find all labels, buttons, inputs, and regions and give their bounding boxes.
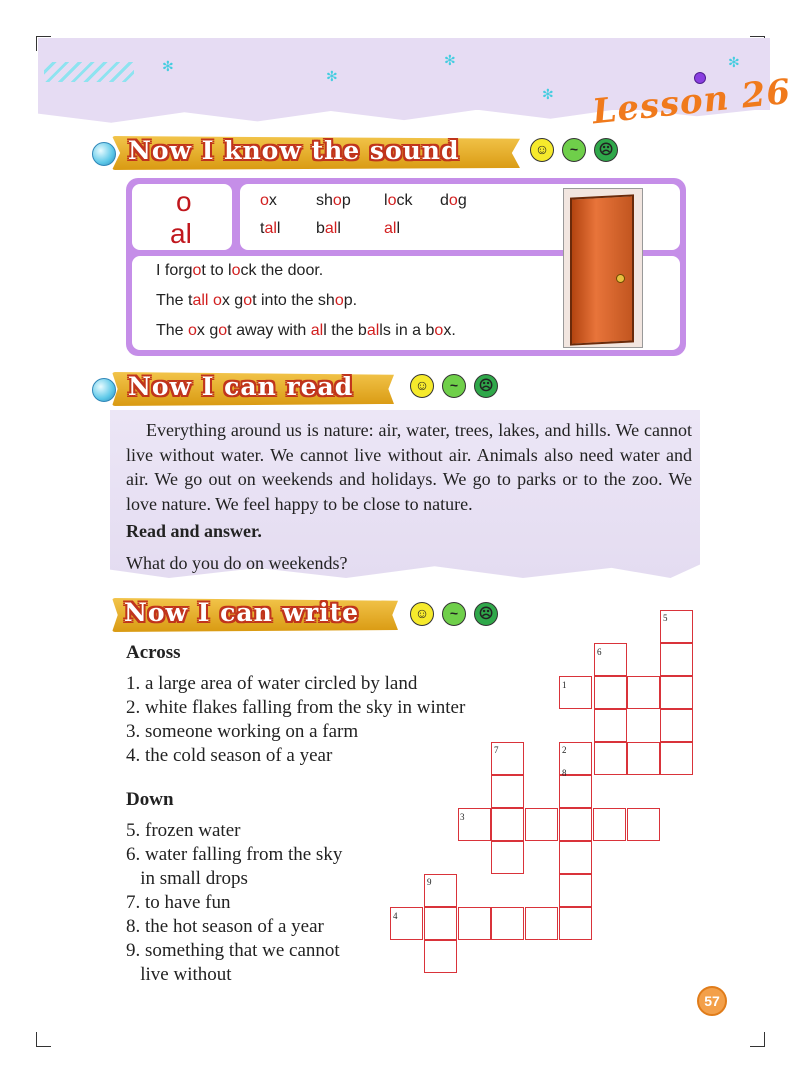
crossword-cell[interactable] — [525, 808, 558, 841]
read-and-answer-title: Read and answer. — [126, 521, 262, 541]
crossword-cell[interactable] — [525, 907, 558, 940]
crossword-number: 4 — [393, 911, 398, 921]
snowflake-icon: ✻ — [542, 86, 554, 102]
crossword-number: 9 — [427, 877, 432, 887]
sad-face-icon[interactable]: ☹ — [474, 374, 498, 398]
crossword-cell[interactable] — [594, 709, 627, 742]
crossword-cell[interactable] — [559, 808, 592, 841]
crossword-cell[interactable] — [491, 907, 524, 940]
sound-sentence: The tall ox got into the shop. — [156, 292, 358, 309]
down-heading: Down — [126, 789, 174, 810]
crossword-cell[interactable] — [594, 742, 627, 775]
crossword-number: 8 — [562, 768, 567, 778]
crossword-cell[interactable] — [559, 907, 592, 940]
snowflake-icon: ✻ — [728, 54, 740, 70]
lesson-number: 26 — [739, 71, 793, 117]
crossword-number: 2 — [562, 745, 567, 755]
crossword-cell[interactable] — [491, 841, 524, 874]
sound-word: ox — [260, 192, 277, 209]
down-clue-6-cont: in small drops — [126, 868, 248, 889]
sad-face-icon[interactable]: ☹ — [474, 602, 498, 626]
letter-o: o — [176, 186, 192, 217]
lightbulb-icon — [92, 142, 116, 166]
section-title-read: Now I can read — [128, 372, 354, 401]
reading-question: What do you do on weekends? — [126, 553, 348, 573]
crossword-cell[interactable] — [593, 808, 626, 841]
crossword-cell[interactable] — [424, 907, 457, 940]
sound-word: all — [384, 220, 401, 237]
crossword-cell[interactable] — [424, 940, 457, 973]
crossword-number: 1 — [562, 680, 567, 690]
lightbulb-icon — [92, 378, 116, 402]
crossword-cell[interactable] — [660, 643, 693, 676]
crossword-cell[interactable] — [660, 709, 693, 742]
across-clue-2: 2. white flakes falling from the sky in winter — [126, 697, 466, 718]
sound-word: dog — [440, 192, 467, 209]
section-title-sound: Now I know the sound — [128, 136, 460, 165]
door-knob — [616, 274, 625, 283]
door-icon — [570, 194, 634, 345]
across-clue-4: 4. the cold season of a year — [126, 745, 333, 766]
sound-sentence: The ox got away with all the balls in a box. — [156, 322, 456, 339]
happy-face-icon[interactable]: ☺ — [410, 602, 434, 626]
neutral-face-icon[interactable]: ~ — [442, 374, 466, 398]
crossword-number: 6 — [597, 647, 602, 657]
happy-face-icon[interactable]: ☺ — [530, 138, 554, 162]
wave-decoration — [44, 62, 134, 82]
crossword-cell[interactable] — [559, 775, 592, 808]
snowflake-icon: ✻ — [326, 68, 338, 84]
lesson-word: Lesson — [590, 78, 732, 133]
crossword-cell[interactable] — [594, 676, 627, 709]
crossword-cell[interactable] — [627, 808, 660, 841]
page-number: 57 — [697, 986, 727, 1016]
crop-mark-bottom-left — [36, 1032, 51, 1047]
letter-al: al — [170, 218, 192, 249]
crossword-cell[interactable] — [458, 907, 491, 940]
snowflake-icon: ✻ — [444, 52, 456, 68]
down-clue-7: 7. to have fun — [126, 892, 231, 913]
crossword-cell[interactable] — [627, 676, 660, 709]
crossword-cell[interactable] — [660, 676, 693, 709]
sad-face-icon[interactable]: ☹ — [594, 138, 618, 162]
crossword-number: 3 — [460, 812, 465, 822]
neutral-face-icon[interactable]: ~ — [562, 138, 586, 162]
neutral-face-icon[interactable]: ~ — [442, 602, 466, 626]
crossword-cell[interactable] — [491, 808, 524, 841]
sound-word: tall — [260, 220, 281, 237]
snowflake-icon: ✻ — [162, 58, 174, 74]
section-title-write: Now I can write — [124, 598, 360, 627]
crossword-cell[interactable] — [627, 742, 660, 775]
sound-word: lock — [384, 192, 413, 209]
reading-paragraph: Everything around us is nature: air, water, trees, lakes, and hills. We cannot live without water. We cannot live without air. Animals also need water and air. We go out on weekends and holidays. We go to parks or to the zoo. We love nature. We feel happy to be close to nature. — [126, 420, 692, 514]
crossword-cell[interactable] — [559, 841, 592, 874]
crossword-cell[interactable] — [559, 874, 592, 907]
down-clue-6: 6. water falling from the sky — [126, 844, 343, 865]
across-clue-3: 3. someone working on a farm — [126, 721, 359, 742]
crossword-number: 5 — [663, 613, 668, 623]
sound-sentence: I forgot to lock the door. — [156, 262, 324, 279]
crossword-cell[interactable] — [660, 742, 693, 775]
down-clue-9-cont: live without — [126, 964, 232, 985]
down-clue-9: 9. something that we cannot — [126, 940, 340, 961]
sound-word: shop — [316, 192, 351, 209]
across-clue-1: 1. a large area of water circled by land — [126, 673, 418, 694]
happy-face-icon[interactable]: ☺ — [410, 374, 434, 398]
crop-mark-bottom-right — [750, 1032, 765, 1047]
crossword-cell[interactable] — [491, 775, 524, 808]
sound-word: ball — [316, 220, 341, 237]
down-clue-8: 8. the hot season of a year — [126, 916, 324, 937]
across-heading: Across — [126, 642, 181, 663]
crossword-number: 7 — [494, 745, 499, 755]
down-clue-5: 5. frozen water — [126, 820, 241, 841]
